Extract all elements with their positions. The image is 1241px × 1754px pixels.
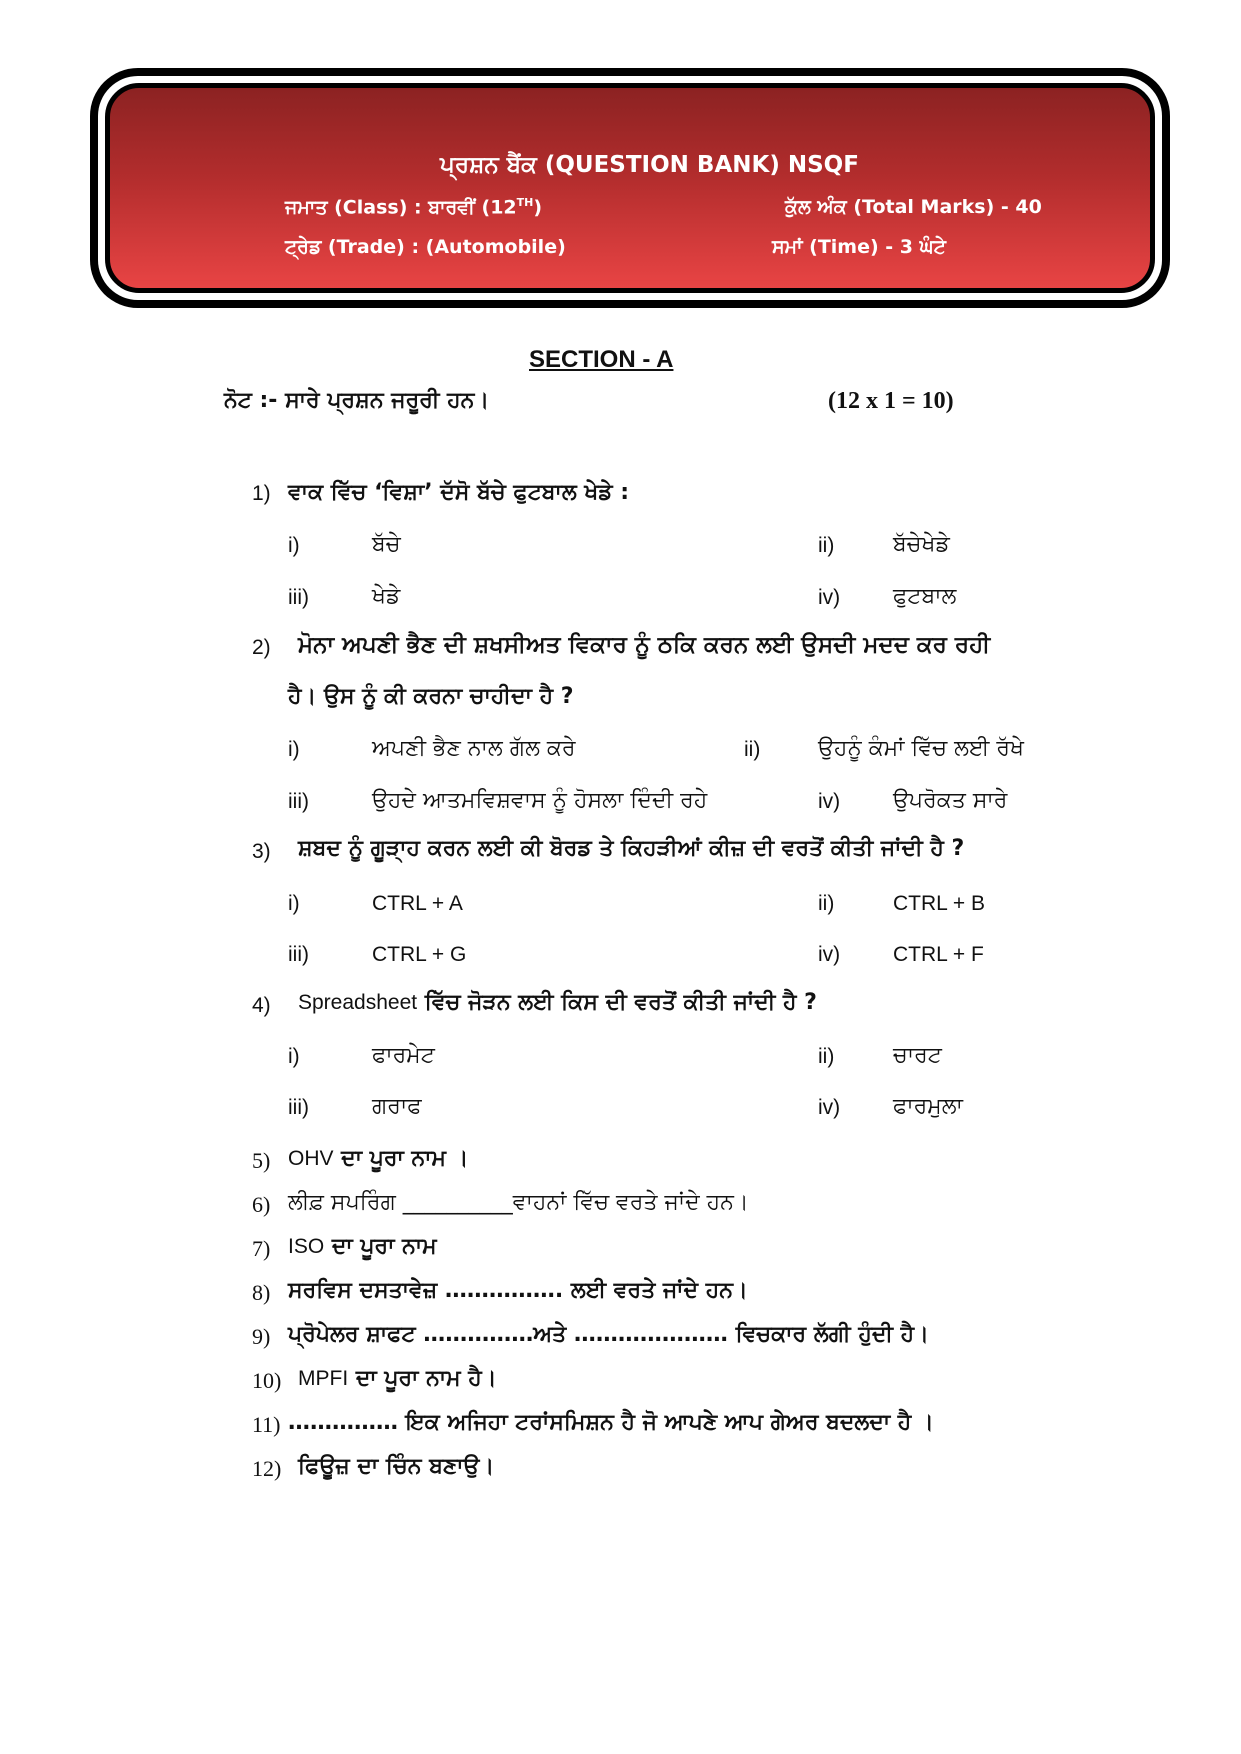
question-text — [288, 1234, 437, 1259]
time-info: ਸਮਾਂ (Time) - 3 ਘੰਟੇ — [772, 236, 946, 258]
option-text: ਬੱਚੇਖੇਡੇ — [893, 532, 950, 557]
option-label: iii) — [288, 790, 309, 813]
option-label: iv) — [818, 586, 841, 609]
question-text: ਫਿਊਜ਼ ਦਾ ਚਿੰਨ ਬਣਾਉ। — [298, 1454, 495, 1479]
question-number: 10) — [252, 1368, 282, 1393]
option-text: ਬੱਚੇ — [372, 532, 401, 557]
option-label: iv) — [818, 790, 841, 813]
option-text: ਫਾਰਮੇਟ — [372, 1043, 435, 1068]
document-title: ਪ੍ਰਸ਼ਨ ਬੈਂਕ (QUESTION BANK) NSQF — [440, 152, 859, 178]
option-label: i) — [288, 738, 300, 761]
question-text — [298, 990, 817, 1015]
question-number: 9) — [252, 1324, 271, 1349]
total-marks: ਕੁੱਲ ਅੰਕ (Total Marks) - 40 — [785, 196, 1042, 218]
option-text: CTRL + B — [893, 892, 985, 915]
question-text-body: ਵਿੱਚ ਜੋੜਨ ਲਈ ਕਿਸ ਦੀ ਵਰਤੋਂ ਕੀਤੀ ਜਾਂਦੀ ਹੈ ? — [417, 990, 817, 1015]
option-label: i) — [288, 892, 300, 915]
question-number: 1) — [252, 482, 271, 505]
option-text: CTRL + F — [893, 943, 984, 966]
question-text-prefix: MPFI — [298, 1367, 349, 1390]
question-text — [298, 1366, 497, 1391]
option-label: ii) — [818, 892, 835, 915]
question-text — [288, 1146, 468, 1171]
question-text: ਮੋਨਾ ਅਪਣੀ ਭੈਣ ਦੀ ਸ਼ਖਸੀਅਤ ਵਿਕਾਰ ਨੂੰ ਠਕਿ ਕਰਨ ਲਈ ਉਸਦੀ ਮਦਦ ਕਰ ਰਹੀ — [298, 632, 991, 658]
question-text-continued: ਹੈ। ਉਸ ਨੂੰ ਕੀ ਕਰਨਾ ਚਾਹੀਦਾ ਹੈ ? — [288, 684, 574, 709]
option-text: ਉਹਨੂੰ ਕੰਮਾਂ ਵਿੱਚ ਲਈ ਰੱਖੇ — [818, 736, 1024, 761]
header-banner-frame — [98, 76, 1162, 300]
question-text: ਵਾਕ ਵਿੱਚ ‘ਵਿਸ਼ਾ’ ਦੱਸੋ ਬੱਚੇ ਫੁਟਬਾਲ ਖੇਡੇ : — [288, 480, 630, 505]
question-number: 7) — [252, 1236, 271, 1261]
option-text: ਖੇਡੇ — [372, 584, 401, 609]
option-label: i) — [288, 1045, 300, 1068]
question-number: 12) — [252, 1456, 282, 1481]
class-info — [285, 196, 542, 218]
question-text-prefix: Spreadsheet — [298, 991, 418, 1014]
question-number: 3) — [252, 840, 271, 863]
option-text: ਫਾਰਮੁਲਾ — [893, 1094, 963, 1119]
option-text: ਉਪਰੋਕਤ ਸਾਰੇ — [893, 788, 1008, 813]
question-text: …………… ਇਕ ਅਜਿਹਾ ਟਰਾਂਸਮਿਸ਼ਨ ਹੈ ਜੋ ਆਪਣੇ ਆਪ ਗੇਅਰ ਬਦਲਦਾ ਹੈ । — [288, 1410, 934, 1435]
class-superscript: TH — [516, 196, 534, 209]
option-text: CTRL + A — [372, 892, 463, 915]
option-text: ਉਹਦੇ ਆਤਮਵਿਸ਼ਵਾਸ ਨੂੰ ਹੋਸਲਾ ਦਿੰਦੀ ਰਹੇ — [372, 788, 708, 813]
option-text: ਅਪਣੀ ਭੈਣ ਨਾਲ ਗੱਲ ਕਰੇ — [372, 736, 576, 761]
option-label: ii) — [818, 534, 835, 557]
question-number: 11) — [252, 1412, 281, 1437]
question-number: 6) — [252, 1192, 271, 1217]
option-label: iii) — [288, 1096, 309, 1119]
option-text: CTRL + G — [372, 943, 467, 966]
question-text: ਸ਼ਬਦ ਨੂੰ ਗੂੜਾ੍ਹ ਕਰਨ ਲਈ ਕੀ ਬੋਰਡ ਤੇ ਕਿਹੜੀਆਂ ਕੀਜ਼ ਦੀ ਵਰਤੋਂ ਕੀਤੀ ਜਾਂਦੀ ਹੈ ? — [298, 836, 965, 861]
option-text: ਚਾਰਟ — [893, 1043, 942, 1068]
option-text: ਗਰਾਫ — [372, 1094, 422, 1119]
question-number: 4) — [252, 994, 271, 1017]
class-label: ਜਮਾਤ (Class) : ਬਾਰਵੀਂ (12 — [285, 196, 517, 219]
question-text-prefix: ISO — [288, 1235, 325, 1258]
question-number: 2) — [252, 636, 271, 659]
trade-info: ਟ੍ਰੇਡ (Trade) : (Automobile) — [285, 236, 566, 258]
option-label: iv) — [818, 1096, 841, 1119]
question-text: ਸਰਵਿਸ ਦਸਤਾਵੇਜ਼ ……………. ਲਈ ਵਰਤੇ ਜਾਂਦੇ ਹਨ। — [288, 1278, 748, 1303]
header-banner-body — [105, 83, 1155, 293]
question-number: 5) — [252, 1148, 271, 1173]
section-title: SECTION - A — [529, 346, 674, 373]
question-text-body: ਦਾ ਪੂਰਾ ਨਾਮ — [324, 1234, 437, 1259]
option-label: iv) — [818, 943, 841, 966]
option-label: iii) — [288, 586, 309, 609]
option-label: i) — [288, 534, 300, 557]
class-close: ) — [533, 196, 543, 219]
question-text-body: ਦਾ ਪੂਰਾ ਨਾਮ ਹੈ। — [348, 1366, 497, 1391]
question-number: 8) — [252, 1280, 271, 1305]
option-label: ii) — [818, 1045, 835, 1068]
question-text: ਲੀਫ਼ ਸਪਰਿੰਗ __________ਵਾਹਨਾਂ ਵਿੱਚ ਵਰਤੇ ਜਾਂਦੇ ਹਨ। — [288, 1190, 749, 1215]
instruction-note: ਨੋਟ :- ਸਾਰੇ ਪ੍ਰਸ਼ਨ ਜਰੂਰੀ ਹਨ। — [224, 388, 490, 413]
question-text-prefix: OHV — [288, 1147, 334, 1170]
question-text: ਪ੍ਰੋਪੇਲਰ ਸ਼ਾਫਟ ……………ਅਤੇ ………………… ਵਿਚਕਾਰ ਲੱਗੀ ਹੁੰਦੀ ਹੈ। — [288, 1322, 930, 1347]
section-marks: (12 x 1 = 10) — [828, 388, 954, 414]
header-banner — [90, 68, 1170, 308]
option-label: ii) — [744, 738, 761, 761]
option-label: iii) — [288, 943, 309, 966]
question-text-body: ਦਾ ਪੂਰਾ ਨਾਮ । — [333, 1146, 469, 1171]
option-text: ਫੁਟਬਾਲ — [893, 584, 957, 609]
